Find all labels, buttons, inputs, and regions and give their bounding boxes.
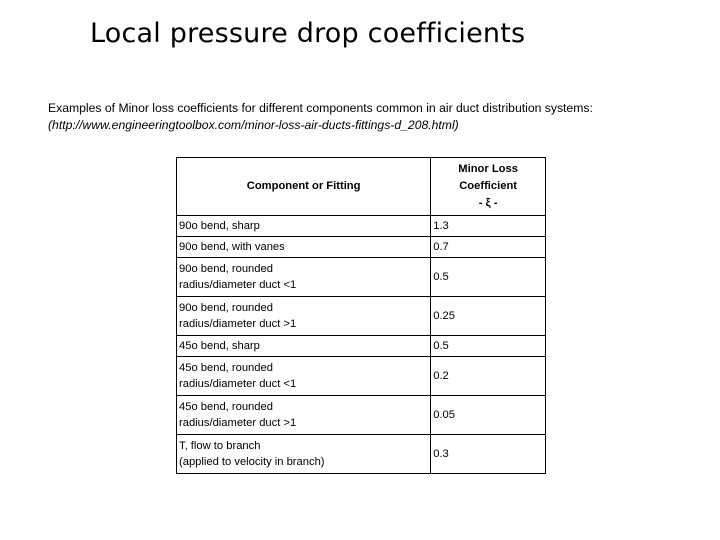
component-cell [177, 216, 431, 237]
table-row [177, 258, 546, 297]
component-text-detail: radius/diameter duct >1 [179, 417, 297, 429]
minor-loss-table [176, 157, 546, 474]
coefficient-header-line-3: - ξ - [478, 197, 498, 209]
component-cell [177, 297, 431, 336]
coefficient-column-header [431, 158, 546, 216]
component-cell [177, 396, 431, 435]
coefficient-value: 0.3 [431, 435, 546, 474]
table-row [177, 357, 546, 396]
component-cell [177, 357, 431, 396]
coefficient-value: 1.3 [431, 216, 546, 237]
component-cell [177, 435, 431, 474]
coefficient-header-line-1: Minor Loss [458, 163, 518, 175]
source-link[interactable]: (http://www.engineeringtoolbox.com/minor-loss-air-ducts-fittings-d_208.html) [48, 118, 459, 132]
coefficient-value: 0.5 [431, 336, 546, 357]
component-cell [177, 258, 431, 297]
intro-text [48, 100, 593, 134]
coefficient-value: 0.5 [431, 258, 546, 297]
coefficient-value: 0.2 [431, 357, 546, 396]
coefficient-value: 0.7 [431, 237, 546, 258]
table-row [177, 396, 546, 435]
component-text: 45o bend, sharp [179, 340, 260, 352]
component-text: 90o bend, with vanes [179, 241, 285, 253]
coefficient-value: 0.05 [431, 396, 546, 435]
table-row [177, 237, 546, 258]
intro-description: Examples of Minor loss coefficients for different components common in air duct distribution systems: [48, 101, 593, 115]
component-text: 90o bend, rounded [179, 302, 273, 314]
component-text: 90o bend, sharp [179, 220, 260, 232]
coefficient-value: 0.25 [431, 297, 546, 336]
table-header-row [177, 158, 546, 216]
table-row [177, 216, 546, 237]
component-text-detail: radius/diameter duct <1 [179, 279, 297, 291]
table-row [177, 435, 546, 474]
table-row [177, 336, 546, 357]
table-row [177, 297, 546, 336]
component-text: T, flow to branch [179, 440, 261, 452]
component-text-detail: (applied to velocity in branch) [179, 456, 325, 468]
component-cell [177, 336, 431, 357]
component-text: 45o bend, rounded [179, 362, 273, 374]
component-text: 45o bend, rounded [179, 401, 273, 413]
coefficient-header-line-2: Coefficient [459, 180, 518, 192]
component-text-detail: radius/diameter duct <1 [179, 378, 297, 390]
component-text: 90o bend, rounded [179, 263, 273, 275]
slide-title: Local pressure drop coefficients [90, 18, 526, 49]
component-text-detail: radius/diameter duct >1 [179, 318, 297, 330]
component-column-header: Component or Fitting [177, 158, 431, 216]
component-cell [177, 237, 431, 258]
